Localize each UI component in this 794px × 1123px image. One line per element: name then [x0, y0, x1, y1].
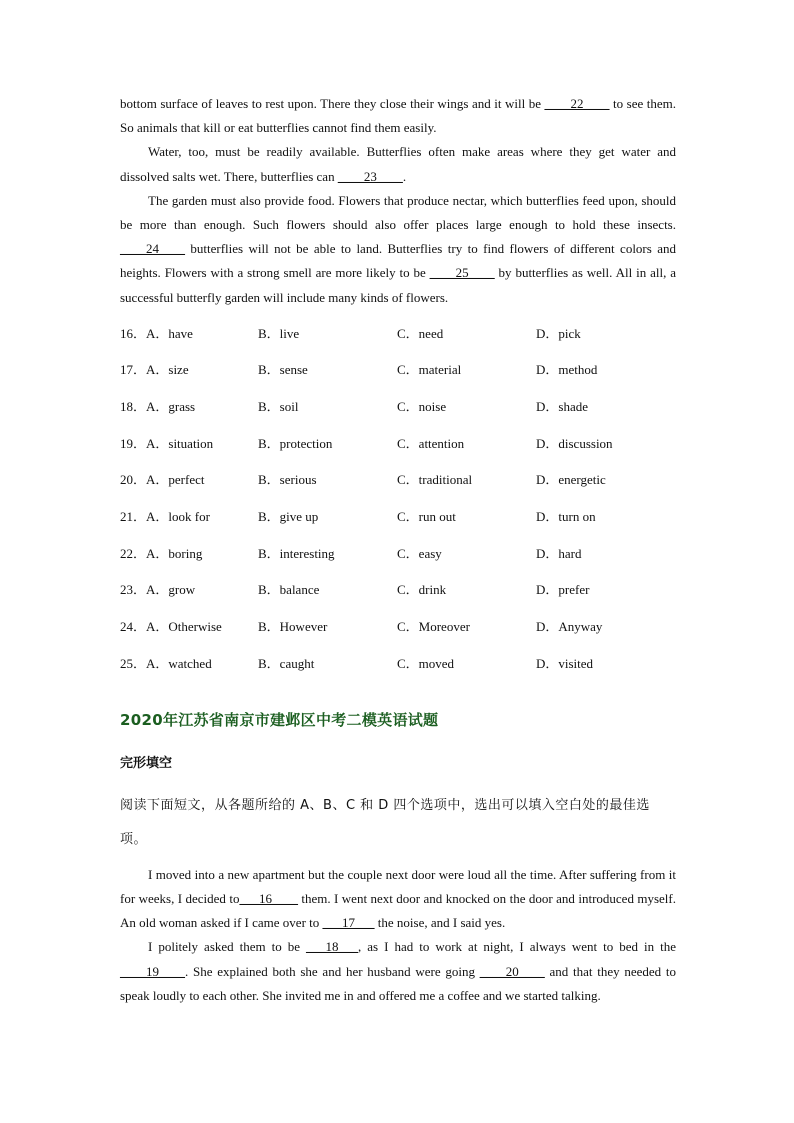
passage2-paragraph-2: [120, 935, 676, 1008]
option-c: C．attention: [397, 435, 465, 451]
option-a: 24．A．Otherwise: [120, 619, 222, 635]
option-b: B．balance: [258, 582, 320, 598]
passage1-p2-post: .: [402, 168, 407, 184]
option-row: [120, 424, 676, 461]
option-row: [120, 644, 676, 681]
passage1-p3-post: by butterflies as well. All in all, a successful butterfly garden will include many kinds of flowers.: [120, 265, 676, 305]
option-c: C．easy: [397, 545, 442, 561]
option-row: [120, 497, 676, 534]
passage1-p2-pre: Water, too, must be readily available. Butterflies often make areas where they get water and dissolved salts wet. There, butterflies can: [120, 144, 676, 184]
passage1-p1-post: to see them. So animals that kill or eat butterflies cannot find them easily.: [120, 96, 676, 136]
blank-20: ____20____: [479, 963, 545, 979]
option-a: 16．A．have: [120, 325, 193, 341]
option-row: [120, 351, 676, 388]
blank-25: ____25____: [429, 265, 495, 281]
option-a: 21．A．look for: [120, 509, 210, 525]
option-d: D．shade: [536, 399, 588, 415]
option-b: B．However: [258, 619, 328, 635]
option-b: B．caught: [258, 655, 315, 671]
option-d: D．turn on: [536, 509, 596, 525]
option-row: [120, 571, 676, 608]
option-b: B．interesting: [258, 545, 335, 561]
option-row: [120, 534, 676, 571]
option-b: B．sense: [258, 362, 308, 378]
blank-22: ____22____: [544, 96, 610, 111]
option-d: D．hard: [536, 545, 582, 561]
option-d: D．discussion: [536, 435, 613, 451]
passage2-p2-post: and that they needed to speak loudly to each other. She invited me in and offered me a coffee and we started talking.: [120, 963, 676, 1003]
passage1-p3-mid: butterflies will not be able to land. Butterflies try to find flowers of different colors and heights. Flowers with a strong smell are more likely to be: [120, 241, 676, 281]
blank-17: ___17___: [322, 915, 375, 931]
option-row: [120, 607, 676, 644]
passage2-p2-mid1: , as I had to work at night, I always went to bed in the: [358, 939, 676, 955]
section-subtitle: 完形填空: [120, 755, 173, 771]
option-b: B．live: [258, 325, 300, 341]
options-list: [120, 314, 676, 681]
blank-23: ____23____: [337, 168, 403, 184]
option-b: B．serious: [258, 472, 317, 488]
blank-24: ____24____: [120, 241, 185, 257]
option-row: [120, 314, 676, 351]
blank-16: ___16____: [239, 890, 298, 906]
option-b: B．give up: [258, 509, 319, 525]
option-d: D．energetic: [536, 472, 606, 488]
section-instructions: 阅读下面短文，从各题所给的 A、B、C 和 D 四个选项中，选出可以填入空白处的最佳选项。: [120, 797, 650, 847]
option-c: C．drink: [397, 582, 447, 598]
option-row: [120, 387, 676, 424]
passage2-p1-post: the noise, and I said yes.: [374, 915, 506, 931]
option-a: 22．A．boring: [120, 545, 203, 561]
option-d: D．method: [536, 362, 598, 378]
passage2-p1-mid: them. I went next door and knocked on the door and introduced myself. An old woman asked if I came over to: [120, 890, 676, 931]
option-d: D．prefer: [536, 582, 590, 598]
option-c: C．traditional: [397, 472, 473, 488]
option-a: 25．A．watched: [120, 655, 212, 671]
option-a: 23．A．grow: [120, 582, 196, 598]
passage2-p2-mid2: . She explained both she and her husband were going: [185, 963, 480, 979]
passage2-paragraph-1: [120, 863, 676, 936]
passage2-p2-pre: I politely asked them to be: [148, 939, 307, 955]
option-a: 17．A．size: [120, 362, 189, 378]
passage1-paragraph-2: [120, 140, 676, 188]
option-a: 19．A．situation: [120, 435, 214, 451]
option-c: C．material: [397, 362, 462, 378]
option-row: [120, 461, 676, 498]
option-c: C．noise: [397, 399, 447, 415]
option-c: C．Moreover: [397, 619, 470, 635]
option-a: 18．A．grass: [120, 399, 196, 415]
option-b: B．soil: [258, 399, 299, 415]
option-d: D．visited: [536, 655, 594, 671]
document-page: [120, 92, 676, 1008]
blank-18: ___18___: [306, 939, 359, 955]
option-a: 20．A．perfect: [120, 472, 205, 488]
passage2-p1-pre: I moved into a new apartment but the couple next door were loud all the time. After suffering from it for weeks, I decided to: [120, 866, 676, 906]
passage1-p3-pre: The garden must also provide food. Flowers that produce nectar, which butterflies feed upon, should be more than enough. Such flowers should also offer places large enough to hold these insects.: [120, 192, 676, 233]
blank-19: ____19____: [120, 963, 185, 979]
passage1-paragraph-3: [120, 189, 676, 310]
option-c: C．moved: [397, 655, 455, 671]
option-c: C．need: [397, 325, 444, 341]
section-title: 2020年江苏省南京市建邺区中考二模英语试题: [120, 710, 439, 729]
option-c: C．run out: [397, 509, 456, 525]
option-b: B．protection: [258, 435, 333, 451]
passage1-paragraph-1: [120, 92, 676, 140]
passage1-p1-pre: bottom surface of leaves to rest upon. There they close their wings and it will be: [120, 96, 545, 111]
option-d: D．Anyway: [536, 619, 603, 635]
option-d: D．pick: [536, 325, 581, 341]
